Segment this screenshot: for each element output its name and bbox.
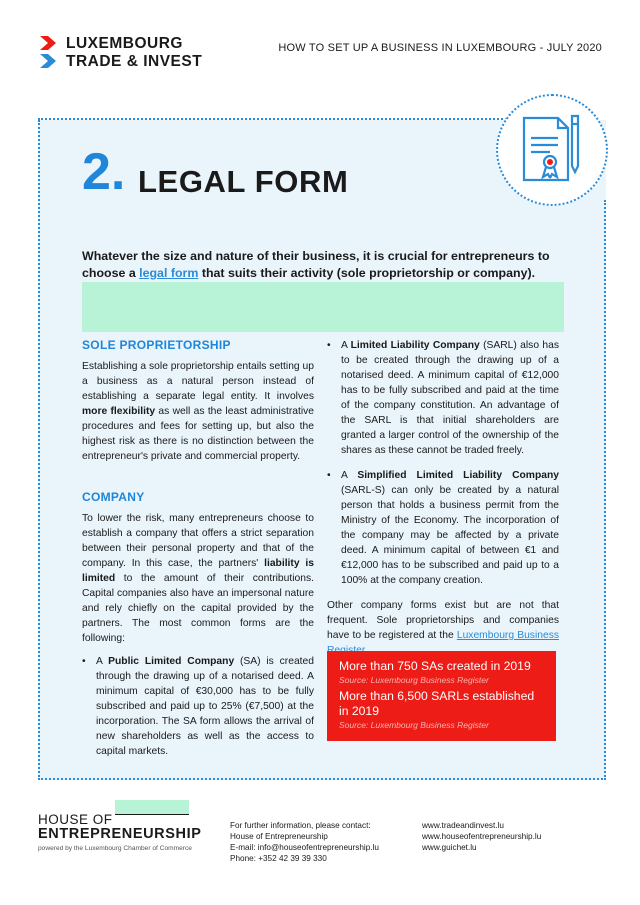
section-number: 2. — [82, 143, 126, 201]
contact-block — [230, 820, 379, 864]
section-title: LEGAL FORM — [138, 164, 349, 199]
site-link-tradeandinvest[interactable]: www.tradeandinvest.lu — [422, 821, 504, 830]
report-title: HOW TO SET UP A BUSINESS IN LUXEMBOURG - JULY 2020 — [278, 42, 602, 54]
left-column — [82, 338, 314, 759]
right-column — [327, 338, 559, 658]
stat-sarl: More than 6,500 SARLs established in 2019 — [339, 689, 535, 718]
business-register-link[interactable]: Luxembourg Business — [456, 630, 559, 641]
hoe-logo-line-2: ENTREPRENEURSHIP — [38, 826, 202, 842]
stat-sa: More than 750 SAs created in 2019 — [339, 659, 531, 673]
other-forms-paragraph: Other company forms exist but are not that frequent. Sole proprietorships and companies have to be registered at the Luxembourg Business — [327, 598, 559, 658]
hoe-logo-line-1: HOUSE OF — [38, 812, 113, 827]
intro-paragraph: Whatever the size and nature of their business, it is crucial for entrepreneurs to choose a legal form that suits their activity (sole proprietorship or company). — [82, 249, 550, 280]
lti-logo-icon — [38, 34, 58, 70]
brand-line-1: LUXEMBOURG — [66, 35, 183, 52]
list-item-sa: • A Public Limited Company (SA) is created through the drawing up of a notarised deed. A minimum capital of €30,000 has to be fully subscribed and paid up to 25% (€7,500) at the incorporation. The SA form allows the arrival of new shareholders as well as the access to capital markets. — [82, 654, 314, 759]
company-paragraph: To lower the risk, many entrepreneurs choose to establish a company that offers a strict separation between their personal property and that of the company. In this case, the partners' liability is limited to the amount of their contributions. Capital companies also have an impersonal nature and rely chiefly on the capital provided by the partners. The most common forms are the following: — [82, 513, 314, 644]
stat-sa-source: Source: Luxembourg Business Register — [339, 675, 489, 685]
panel-top-border — [38, 118, 510, 120]
highlight-strip — [82, 282, 564, 332]
hoe-tagline: powered by the Luxembourg Chamber of Commerce — [38, 845, 192, 852]
company-heading: COMPANY — [82, 490, 145, 504]
sole-paragraph: Establishing a sole proprietorship entails setting up a business as a natural person instead of establishing a separate legal entity. It involves more flexibility as well as the least administrative procedures and fees for setting up, but also the highest risk as there is no distinction between the entrepreneur's private and commercial property. — [82, 361, 315, 462]
contact-phone: Phone: +352 42 39 39 330 — [230, 854, 327, 863]
site-link-guichet[interactable]: www.guichet.lu — [422, 843, 477, 852]
site-link-hoe[interactable]: www.houseofentrepreneurship.lu — [422, 832, 542, 841]
contact-email[interactable]: E-mail: info@houseofentrepreneurship.lu — [230, 843, 379, 852]
brand-line-2: TRADE & INVEST — [66, 53, 203, 70]
contact-org: House of Entrepreneurship — [230, 832, 328, 841]
website-links — [422, 820, 541, 853]
list-item-sarl: • A Limited Liability Company (SARL) also has to be created through the drawing up of a notarised deed. A minimum capital of €12,000 has to be fully subscribed and paid at the time of the company constitution. An advantage of the SARL is that initial shareholders are granted a larger control of the ownership of the shares as these cannot be traded freely. — [327, 338, 559, 458]
hoe-logo-rule — [115, 814, 189, 815]
stat-sarl-source: Source: Luxembourg Business Register — [339, 720, 489, 730]
list-item-sarl-s: • A Simplified Limited Liability Company (SARL-S) can only be created by a natural person that holds a business permit from the Ministry of the Economy. The incorporation of the company may be affected by a private deed. A minimum capital of between €1 and €12,000 has to be subscribed and paid up to a 100% at the company creation. — [327, 468, 559, 588]
legal-form-link[interactable]: legal form — [139, 266, 199, 280]
contact-intro: For further information, please contact: — [230, 821, 371, 830]
certificate-document-icon — [514, 110, 594, 190]
panel-right-border — [604, 200, 606, 780]
stats-box — [327, 651, 556, 741]
sole-heading: SOLE PROPRIETORSHIP — [82, 338, 231, 352]
hoe-logo-accent — [115, 800, 189, 814]
